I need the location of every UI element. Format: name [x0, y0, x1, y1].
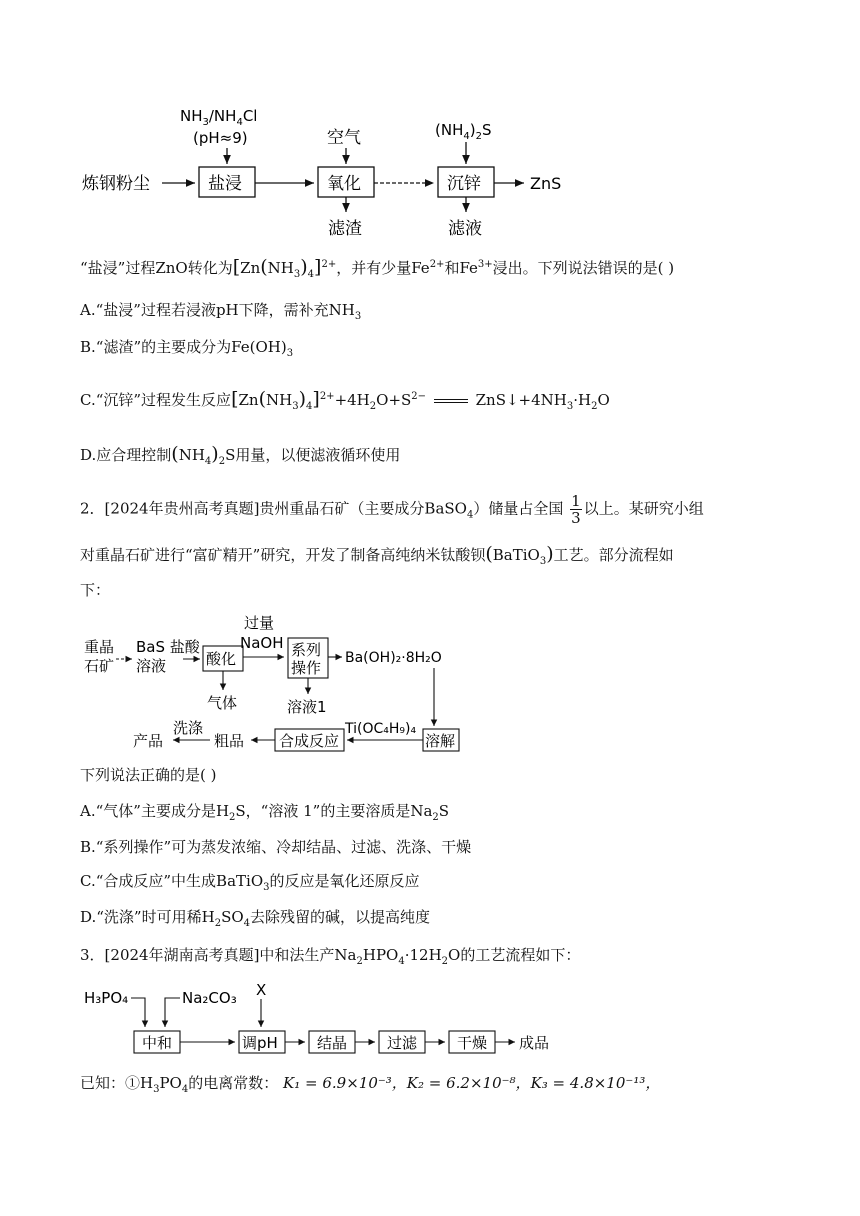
svg-text:重晶: 重晶 [84, 638, 115, 656]
q3-known: 已知：$①H_3PO_4$的电离常数： K₁ = 6.9×10⁻³，K₂ = 6.2×10⁻⁸，K₃ = 4.8×10⁻¹³， [80, 1074, 661, 1095]
constant-k2: K₂ = 6.2×10⁻⁸， [406, 1074, 531, 1092]
svg-text:气体: 气体 [207, 694, 238, 712]
svg-text:结晶: 结晶 [317, 1034, 348, 1052]
svg-text:调pH: 调pH [242, 1034, 278, 1052]
svg-text:NaOH: NaOH [240, 634, 284, 652]
svg-text:盐浸: 盐浸 [208, 174, 242, 194]
constant-k3: K₃ = 4.8×10⁻¹³， [530, 1074, 661, 1092]
svg-text:BaS 盐酸: BaS 盐酸 [136, 638, 200, 656]
q2-option-d: D.“洗涤”时可用稀$H_2SO_4$去除残留的碱，以提高纯度 [80, 908, 431, 929]
svg-text:滤渣: 滤渣 [328, 219, 362, 239]
flow1-end: ZnS [530, 174, 562, 193]
flow-diagram-2 [0, 605, 860, 755]
svg-text:成品: 成品 [519, 1034, 550, 1052]
svg-text:沉锌: 沉锌 [447, 174, 481, 194]
q3-line1: 3．[2024年湖南高考真题]中和法生产$Na_2HPO_4\cdot 12H_2O$的工艺流程如下： [80, 946, 581, 967]
svg-text:滤液: 滤液 [448, 219, 482, 239]
flow-diagram-3 [0, 975, 860, 1065]
svg-text:石矿: 石矿 [84, 657, 115, 675]
flow1-input-nh4-2s: $(NH_4)_2S$ [435, 121, 492, 142]
q2-line1: 2．[2024年贵州高考真题]贵州重晶石矿（主要成分BaSO$_4$）储量占全国 $\frac{1}{3}$ 以上。某研究小组 [80, 492, 704, 527]
svg-text:溶液: 溶液 [136, 657, 167, 675]
svg-text:溶液1: 溶液1 [287, 698, 327, 716]
svg-text:系列: 系列 [291, 641, 322, 659]
svg-text:(pH≈9): (pH≈9) [193, 129, 248, 147]
svg-text:溶解: 溶解 [425, 732, 456, 750]
svg-text:粗品: 粗品 [214, 732, 245, 750]
q2-option-b: B.“系列操作”可为蒸发浓缩、冷却结晶、过滤、洗涤、干燥 [80, 838, 472, 856]
svg-text:Ba(OH)₂·8H₂O: Ba(OH)₂·8H₂O [345, 650, 442, 666]
q2-ask: 下列说法正确的是( ) [80, 766, 217, 784]
svg-text:酸化: 酸化 [206, 650, 237, 668]
svg-text:产品: 产品 [133, 732, 164, 750]
constant-k1: K₁ = 6.9×10⁻³， [283, 1074, 407, 1092]
q2-line3: 下： [80, 581, 111, 599]
q1-option-d: D.应合理控制$(NH_4)_2S$用量，以便滤液循环使用 [80, 443, 401, 467]
svg-text:H₃PO₄: H₃PO₄ [84, 989, 129, 1007]
svg-text:过量: 过量 [244, 614, 275, 632]
flow1-start: 炼钢粉尘 [82, 174, 150, 194]
q1-intro: “盐浸”过程ZnO转化为$[Zn(NH_3)_4]^{2+}$，并有少量$Fe^{2+}$和$Fe^{3+}$浸出。下列说法错误的是( ) [80, 256, 675, 280]
svg-text:合成反应: 合成反应 [279, 732, 340, 750]
q2-option-c: C.“合成反应”中生成BaTiO$_3$的反应是氧化还原反应 [80, 872, 420, 893]
svg-text:Na₂CO₃: Na₂CO₃ [182, 989, 237, 1007]
svg-text:中和: 中和 [142, 1034, 173, 1052]
q1-option-b: B.“滤渣”的主要成分为$Fe(OH)_3$ [80, 338, 294, 359]
svg-text:X: X [256, 981, 267, 999]
q1-option-a: A.“盐浸”过程若浸液pH下降，需补充$NH_3$ [80, 301, 362, 322]
q2-option-a: A.“气体”主要成分是$H_2S$，“溶液 1”的主要溶质是$Na_2S$ [80, 802, 450, 823]
svg-text:Ti(OC₄H₉)₄: Ti(OC₄H₉)₄ [345, 721, 417, 737]
fraction-one-third: $\frac{1}{3}$ [571, 492, 581, 527]
svg-text:空气: 空气 [327, 128, 361, 148]
flow1-input-nh3: $NH_3/NH_4Cl$ [180, 107, 258, 128]
q2-line2: 对重晶石矿进行“富矿精开”研究，开发了制备高纯纳米钛酸钡(BaTiO$_3$)工艺。部分流程如 [80, 543, 674, 567]
svg-text:操作: 操作 [291, 659, 322, 677]
flow-diagram-1 [0, 95, 860, 245]
svg-text:氧化: 氧化 [327, 174, 361, 194]
svg-text:过滤: 过滤 [387, 1034, 418, 1052]
q1-option-c: C.“沉锌”过程发生反应$[Zn(NH_3)_4]^{2+}+4H_2O+S^{2-}$ $ZnS↓+4NH_3\cdot H_2O$ [80, 388, 610, 412]
svg-text:干燥: 干燥 [457, 1034, 488, 1052]
svg-text:洗涤: 洗涤 [173, 719, 204, 737]
